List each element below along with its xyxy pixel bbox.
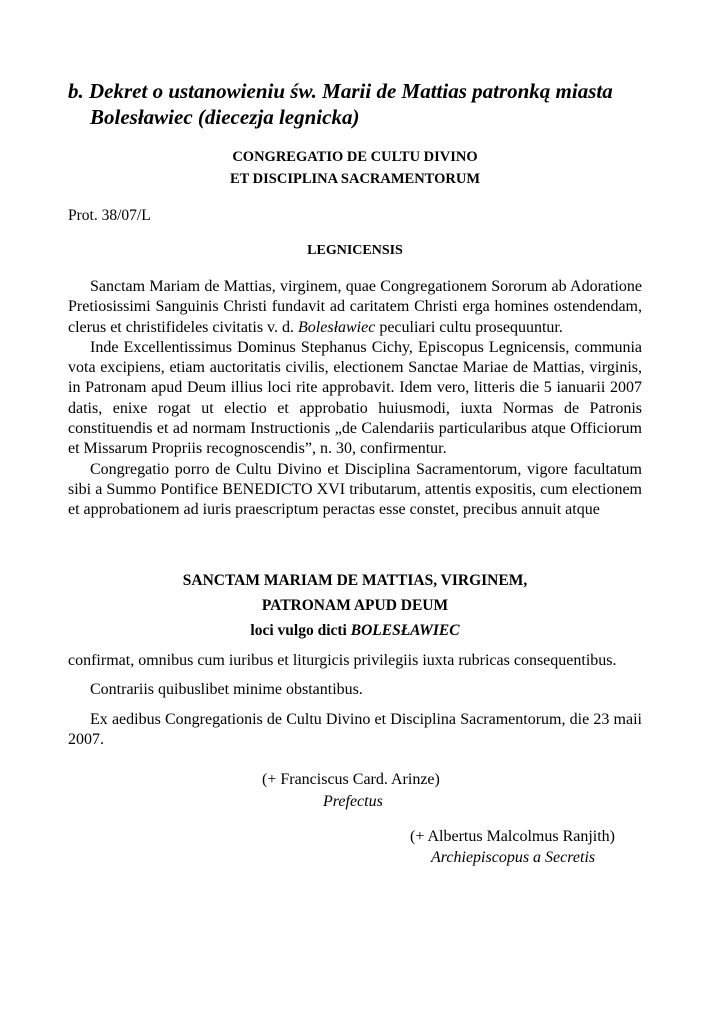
document-heading (68, 78, 658, 130)
diocese-title: LEGNICENSIS (307, 243, 403, 258)
decree-city: BOLESŁAWIEC (350, 622, 460, 639)
confirmat-paragraph: confirmat, omnibus cum iuribus et liturgicis privilegiis iuxta rubricas consequentibus. (68, 652, 617, 669)
congregation-line-1: CONGREGATIO DE CULTU DIVINO (232, 149, 478, 165)
closing-text (68, 651, 642, 759)
decree-body (68, 277, 642, 521)
decree-line-3 (68, 618, 642, 643)
protocol-number: Prot. 38/07/L (68, 207, 151, 224)
ex-aedibus-paragraph: Ex aedibus Congregationis de Cultu Divino et Disciplina Sacramentorum, die 23 maii 2007. (68, 710, 642, 748)
prefect-signature (262, 769, 440, 813)
paragraph-1 (68, 277, 642, 338)
decree-formula (68, 568, 642, 643)
secretary-name: (+ Albertus Malcolmus Ranjith) (410, 828, 615, 845)
secretary-signature (410, 826, 615, 868)
contrariis-paragraph: Contrariis quibuslibet minime obstantibus. (90, 681, 363, 699)
decree-line-2: PATRONAM APUD DEUM (261, 597, 449, 614)
decree-line-3-prefix: loci vulgo dicti (250, 622, 351, 639)
prefect-role: Prefectus (323, 793, 383, 810)
paragraph-1-text-b: peculiari cultu prosequuntur. (375, 318, 563, 336)
paragraph-3: Congregatio porro de Cultu Divino et Disciplina Sacramentorum, vigore facultatum sibi a Summo Pontifice BENEDICTO XVI tributarum, attentis expositis, cum electionem et approbationem ad iuris praescriptum peractas esse constet, precibus annuit atque (68, 460, 642, 519)
decree-line-1: SANCTAM MARIAM DE MATTIAS, VIRGINEM, (182, 572, 528, 589)
congregation-title (68, 146, 642, 190)
paragraph-1-text-a: Sanctam Mariam de Mattias, virginem, quae Congregationem Sororum ab Adoratione Pretiosissimi Sanguinis Christi fundavit ad caritatem Christi erga homines ostendendam, clerus et christifideles civitatis v. d. (68, 278, 642, 336)
paragraph-2: Inde Excellentissimus Dominus Stephanus Cichy, Episcopus Legnicensis, communia vota excipiens, etiam auctoritatis civilis, electionem Sanctae Mariae de Mattias, virginis, in Patronam apud Deum illius loci rite approbavit. Idem vero, litteris die 5 ianuarii 2007 datis, enixe rogat ut electio et approbatio huiusmodi, iuxta Normas de Patronis constituendis et ad normam Instructionis „de Calendariis particularibus atque Officiorum et Missarum Propriis recognoscendis”, n. 30, confirmentur. (68, 338, 642, 458)
secretary-role: Archiepiscopus a Secretis (431, 849, 596, 866)
heading-line-1: b. Dekret o ustanowieniu św. Marii de Mattias patronką miasta (68, 79, 613, 103)
paragraph-1-city: Bolesławiec (298, 318, 376, 336)
heading-line-2: Bolesławiec (diecezja legnicka) (90, 105, 360, 129)
congregation-line-2: ET DISCIPLINA SACRAMENTORUM (229, 171, 481, 187)
prefect-name: (+ Franciscus Card. Arinze) (262, 771, 440, 788)
